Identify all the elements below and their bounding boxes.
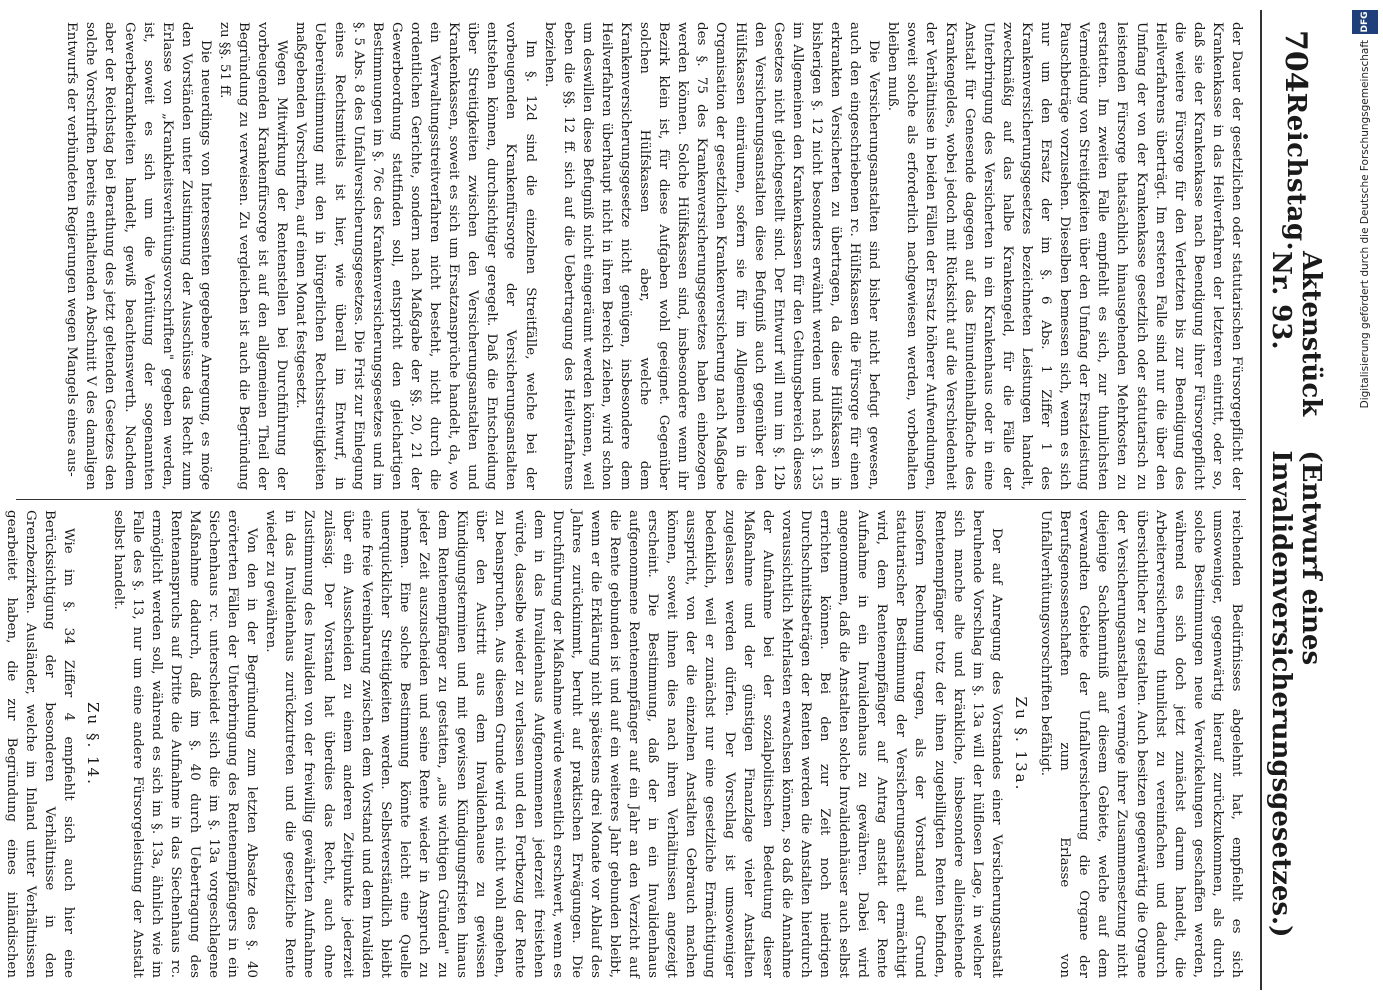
section-heading: Zu §. 14. — [84, 702, 103, 786]
document-page — [0, 10, 1330, 990]
page-number: 704 — [1278, 30, 1314, 93]
header-document-number: Aktenstück Nr. 93. — [1266, 251, 1326, 417]
right-text-column — [6, 510, 1246, 978]
column-divider — [16, 499, 1246, 500]
paragraph: Wegen Mitwirkung der Rentenstellen bei Durchführung der vorbeugenden Krankenfürsorge ist auf den allgemeinen Theil der Begründung zu verweisen. Zu vergleichen ist auch die Begründung zu §§. 51 ff. — [217, 22, 290, 490]
digitization-credit — [1352, 10, 1378, 985]
digitization-note — [1352, 10, 1378, 985]
paragraph: Im §. 12d sind die einzelnen Streitfälle, welche bei der vorbeugenden Krankenfürsorge der Versicherungsanstalten entstehen können, durchsichtiger geregelt. Daß die Entscheidung über Streitigkeiten zwischen den Versicherungsanstalten und Krankenkassen, soweit es sich um Ersatzansprüche handelt, da, wo ein Verwaltungsstreitverfahren nicht besteht, nicht durch die ordentlichen Gerichte, sondern nach Maßgabe der §§. 20, 21 der Gewerbeordnung stattfinden soll, entspricht den gleichartigen Bestimmungen im §. 76c des Krankenversicherungsgesetzes und im §. 5 Abs. 8 des Unfallversicherungsgesetzes. Die Frist zur Einlegung eines Rechtsmittels ist hier, wie überall im Entwurf, in Uebereinstimmung mit den in bürgerlichen Rechtsstreitigkeiten maßgebenden Vorschriften, auf einen Monat festgesetzt. — [293, 22, 538, 490]
paragraph: Wie im §. 34 Ziffer 4 empfiehlt sich auch hier eine Berücksichtigung der besonderen Verhältnisse in den Grenzbezirken. Ausländer, welche im Inland unter Verhältnissen gearbeitet haben, die zur Begründung eines inländischen — [4, 510, 77, 978]
paragraph: der Dauer der gesetzlichen oder statutarischen Fürsorgepflicht der Krankenkasse in das Heilverfahren der letzteren eintritt, oder so, daß sie der Krankenkasse nach Beendigung ihrer Fürsorgepflicht die weitere Fürsorge für den Verletzten bis zur Beendigung des Heilverfahrens überträgt. Im ersteren Falle sind nur die über den Umfang der von der Krankenkasse gesetzlich oder statutarisch zu leistenden Fürsorge thatsächlich hinausgehenden Mehrkosten zu erstatten. Im zweiten Falle empfiehlt es sich, zur thunlichsten Vermeidung von Streitigkeiten über den Umfang der Ersatzleistung Pauschbeträge vorzusehen. Dieselben bemessen sich, wenn es sich nur um den Ersatz der im §. 6 Abs. 1 Ziffer 1 des Krankenversicherungsgesetzes bezeichneten Leistungen handelt, zweckmäßig auf das halbe Krankengeld, für die Fälle der Unterbringung des Versicherten in ein Krankenhaus oder in eine Anstalt für Genesende dagegen auf das Einundeinhalbfache des Krankengeldes, wobei jedoch mit Rücksicht auf die Verschiedenheit der Verhältnisse in beiden Fällen der Ersatz höherer Aufwendungen, soweit solche als erforderlich nachgewiesen werden, vorbehalten bleiben muß. — [885, 22, 1244, 490]
header-reichstag: Reichstag. — [1281, 92, 1311, 252]
section-heading: Zu §. 13a. — [1011, 696, 1030, 792]
paragraph: Der auf Anregung des Vorstandes einer Versicherungsanstalt beruhende Vorschlag im §. 13a will der hülflosen Lage, in welcher sich manche alte und kränkliche, insbesondere alleinstehende Rentenempfänger trotz der ihnen zugebilligten Renten befinden, insofern Rechnung tragen, als der Vorstand auf Grund statutarischer Bestimmung der Versicherungsanstalt ermächtigt wird, dem Rentenempfänger auf Antrag anstatt der Rente Aufnahme in ein Invalidenhaus zu gewähren. Dabei wird angenommen, daß die Anstalten solche Invalidenhäuser auch selbst errichten können. Bei den zur Zeit noch niedrigen Durchschnittsbeträgen der Renten werden die Anstalten hierdurch voraussichtlich Mehrlasten erwachsen können, so daß die Annahme der Aufnahme bei der sozialpolitischen Bedeutung dieser Maßnahme und der günstigen Finanzlage vieler Anstalten zugelassen werden dürfen. Der Vorschlag ist umsoweniger bedenklich, weil er zunächst nur eine gesetzliche Ermächtigung ausspricht, von der die einzelnen Anstalten Gebrauch machen können, soweit ihnen dies nach ihren Verhältnissen angezeigt erscheint. Die Bestimmung, daß der in ein Invalidenhaus aufgenommene Rentenempfänger auf ein Jahr an den Verzicht auf die Rente gebunden ist und auf ein weiteres Jahr gebunden bleibt, wenn er die Erklärung nicht spätestens drei Monate vor Ablauf des Jahres zurücknimmt, beruht auf praktischen Erwägungen. Die Durchführung der Maßnahme würde wesentlich erschwert, wenn es dem in das Invalidenhaus Aufgenommenen jederzeit freistehen würde, dasselbe wieder zu verlassen und den Fortbezug der Rente zu beanspruchen. Aus diesem Grunde wird es nicht wohl angehen, über den Austritt aus dem Invalidenhause zu gewissen Kündigungsterminen und mit gewissen Kündigungsfristen hinaus dem Rentenempfänger zu gestatten, „aus wichtigen Gründen" zu jeder Zeit auszuscheiden und seine Rente wieder in Anspruch zu nehmen. Eine solche Bestimmung könnte leicht eine Quelle unerquicklicher Streitigkeiten werden. Selbstverständlich bleibt eine freie Vereinbarung zwischen dem Vorstand und dem Invaliden über ein Ausscheiden zu einem anderen Zeitpunkte jederzeit zulässig. Der Vorstand hat überdies das Recht, auch ohne Zustimmung des Invaliden von der freiwillig gewährten Aufnahme in das Invalidenhaus zurückzutreten und die gesetzliche Rente wieder zu gewähren. — [263, 510, 1004, 978]
left-text-column — [6, 22, 1246, 490]
paragraph: Die Versicherungsanstalten sind bisher nicht befugt gewesen, auch den eingeschriebenen rc. Hülfskassen die Fürsorge für einen erkrankten Versicherten zu übertragen, da diese Hülfskassen in bisherigen §. 12 nicht besonders erwähnt werden und nach §. 135 im Allgemeinen den Krankenkassen für den Geltungsbereich dieses Gesetzes nicht gleichgestellt sind. Der Entwurf will nun im §. 12b den Versicherungsanstalten diese Befugniß auch gegenüber den Hülfskassen einräumen, sofern sie für im Allgemeinen in die Organisation der gesetzlichen Krankenversicherung nach Maßgabe des §. 75 des Krankenversicherungsgesetzes haben einbezogen werden können. Solche Hülfskassen sind, insbesondere wenn ihr Bezirk klein ist, für diese Aufgaben wohl geeignet. Gegenüber solchen Hülfskassen aber, welche dem Krankenversicherungsgesetze nicht genügen, insbesondere dem Heilverfahren überhaupt nicht in ihren Bereich ziehen, wird schon um deswillen diese Befugniß nicht eingeräumt werden können, weil eben die §§. 12 ff. sich auf die Uebertragung des Heilverfahrens beziehen. — [541, 22, 882, 490]
paragraph: Die neuerdings von Interessenten gegebene Anregung, es möge den Vorständen unter Zustimmung der Ausschüsse das Recht zum Erlasse von „Krankheitsverhütungsvorschriften" gegeben werden, ist, soweit es sich um die Verhütung der sogenannten Gewerbekrankheiten handelt, gewiß beachtenswerth. Nachdem aber der Reichstag bei Berathung des jetzt geltenden Gesetzes den solche Vorschriften bereits enthaltenden Abschnitt V des damaligen Entwurfs der verbündeten Regierungen wegen Mangels eines aus- — [64, 22, 213, 490]
paragraph: reichenden Bedürfnisses abgelehnt hat, empfiehlt es sich umsoweniger, gegenwärtig hierauf zurückzukommen, als durch solche Bestimmungen neue Verwickelungen geschaffen werden, während es sich doch jetzt zunächst darum handelt, die Arbeiterversicherung thunlichst zu vereinfachen und dadurch übersichtlicher zu gestalten. Auch besitzen gegenwärtig die Organe der Versicherungsanstalten vermöge ihrer Zusammensetzung nicht diejenige Sachkenntniß auf diesem Gebiete, welche auf dem verwandten Gebiete der Unfallversicherung die Organe der Berufsgenossenschaften zum Erlasse von Unfallverhütungsvorschriften befähigt. — [1038, 510, 1244, 978]
paragraph: Von den in der Begründung zum letzten Absatze des §. 40 erörterten Fällen der Unterbringung des Rentenempfängers in ein Siechenhaus rc. unterscheidet sich die im §. 13a vorgeschlagene Maßnahme dadurch, daß im §. 40 durch Uebertragung des Rentenanspruchs auf Dritte die Aufnahme in das Siechenhaus rc. ermöglicht werden soll, während es sich im §. 13a, ähnlich wie im Falle des §. 13, nur um eine andere Fürsorgeleistung der Anstalt selbst handelt. — [110, 510, 260, 978]
dfg-logo: DFG — [1352, 10, 1378, 34]
header-document-title: (Entwurf eines Invalidenversicherungsgesetzes.) — [1266, 450, 1326, 938]
digitization-note-text: Digitalisierung gefördert durch die Deutsche Forschungsgemeinschaft — [1359, 40, 1371, 409]
running-header — [1260, 10, 1330, 990]
